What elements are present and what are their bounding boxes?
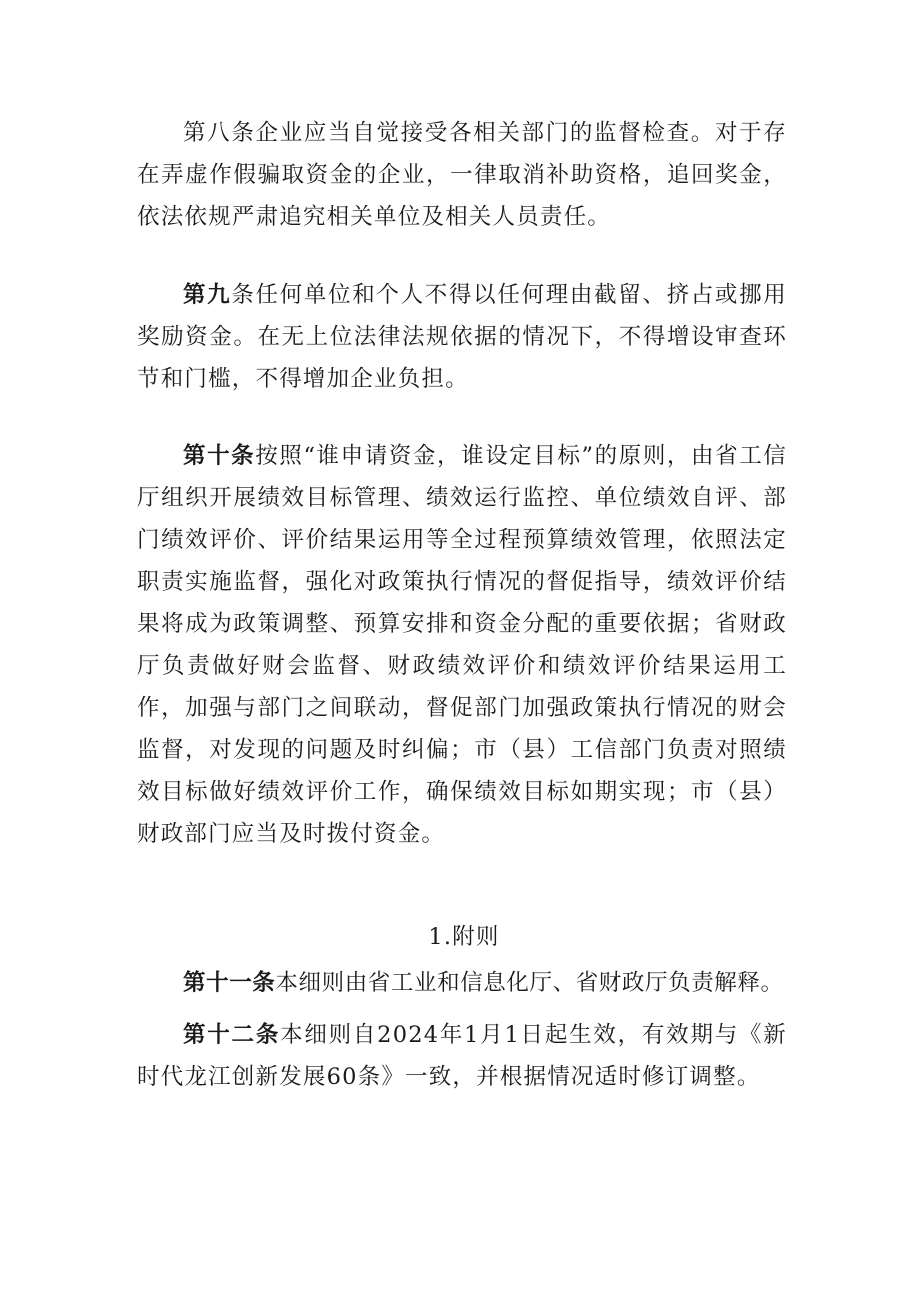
article-9-number: 第九 bbox=[183, 282, 232, 308]
article-10-text: 按照“谁申请资金，谁设定目标”的原则，由省工信厅组织开展绩效目标管理、绩效运行监控、单位绩效自评、部门绩效评价、评价结果运用等全过程预算绩效管理，依照法定职责实施监督，强化对政策执行情况的督促指导，绩效评价结果将成为政策调整、预算安排和资金分配的重要依据；省财政厅负责做好财会监督、财政绩效评价和绩效评价结果运用工作，加强与部门之间联动，督促部门加强政策执行情况的财会监督，对发现的问题及时纠偏；市（县）工信部门负责对照绩效目标做好绩效评价工作，确保绩效目标如期实现；市（县）财政部门应当及时拨付资金。 bbox=[137, 443, 787, 847]
article-12-number: 第十二条 bbox=[183, 1022, 281, 1048]
article-11-text: 本细则由省工业和信息化厅、省财政厅负责解释。 bbox=[275, 970, 784, 996]
article-11-number: 第十一条 bbox=[183, 970, 276, 996]
section-heading-supplementary: 1.附则 bbox=[428, 924, 500, 950]
article-11 bbox=[137, 962, 787, 1004]
article-10-number: 第十条 bbox=[183, 443, 256, 469]
article-12-text: 本细则自2024年1月1日起生效，有效期与《新时代龙江创新发展60条》一致，并根据情况适时修订调整。 bbox=[137, 1022, 787, 1090]
article-12 bbox=[137, 1014, 787, 1098]
article-10 bbox=[137, 435, 787, 855]
article-8 bbox=[137, 112, 787, 238]
article-9 bbox=[137, 274, 787, 400]
article-8-number: 第八条 bbox=[183, 120, 256, 146]
article-9-text: 条任何单位和个人不得以任何理由截留、挤占或挪用奖励资金。在无上位法律法规依据的情况下，不得增设审查环节和门槛，不得增加企业负担。 bbox=[137, 282, 787, 392]
article-8-text: 企业应当自觉接受各相关部门的监督检查。对于存在弄虚作假骗取资金的企业，一律取消补助资格，追回奖金，依法依规严肃追究相关单位及相关人员责任。 bbox=[137, 120, 787, 230]
